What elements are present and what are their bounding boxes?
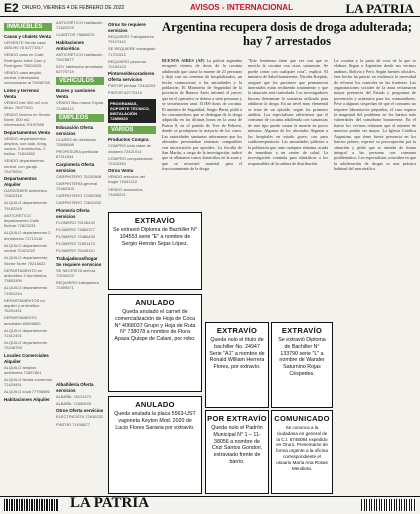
subcategory-otros-venta: Otros Venta [108,168,134,174]
page-header [0,0,420,17]
list-item: VENDO lote 300 m2 con título. 76577520 [4,99,48,110]
article-byline: BUENOS AIRES (AP) [162,58,205,63]
notice-body: Queda nulo el título de bachiller No. 24947 Serie "A1" a nombre de Ronald William Herrera Flores, por extravío. [209,337,265,371]
list-item: URGENTE Vendo casa 4651/90.78 62771517 [4,40,46,51]
subcategory-buses-venta: Buses y camiones Venta [56,88,96,100]
list-item: ALQUILO local 77798495 [4,389,50,395]
notice-body: Queda anulado el carnet de comercialización de Hoja de Coca N° 4068037 Grupo y Hoja de Ruta N° 738078 a nombre de Flora Apaza Quispe de Calani, por robo. [114,309,196,343]
list-item: GARZONIER anticrético 72822318 [4,188,48,199]
list-item: CARPINTERO 72810232 [56,200,102,206]
subcategory-casas-venta: Casas y chalets Venta [4,34,52,39]
list-item: VENDO casa amplia, central. Interesados comunicarse al 70048795 [4,70,50,86]
article-column-1 [162,58,242,316]
list-item: PLOMERO 72480430 [56,234,95,240]
list-item: PROFESORA particular 67211544 [56,149,99,160]
notice-title: POR EXTRAVÍO [207,414,267,423]
subcategory-habitaciones-anticretico: Habitaciones Anticrético [56,39,85,51]
list-item: DEPARTAMENTO amoblado 69506800 [4,315,41,326]
subcategory-albanileria: Albañilería Oferta servicios [56,382,94,393]
list-item: ALQUILO departamento 79182245 [4,200,48,211]
article-text: La policía argentina recuperó cientos de dosis de la cocaína adulterada que causó la muerte de 23 personas y dejó casi un centenar de hospitalizados, un hecho conmocionó a las autoridades y la población. El Ministerio de Seguridad de la provincia de Buenos Aires informó el jueves que en el operativo se detuvo a siete personas y se secuestraron unas 15.000 dosis de cocaína. El ministro de Seguridad, Sergio Berni, pidió a los consumidores que se deshagan de la droga adquirida en las últimas horas en la zona de Puerta 8, en el partido de Tres de Febrero, donde se produjeron la mayoría de los casos. Las autoridades sanitarias informaron que los afectados presentaban síntomas compatibles con intoxicación por opioides. La fiscalía de San Martín, a cargo de la investigación, indicó que se allanaron varios domicilios en la zona y que se secuestró material para el fraccionamiento de la droga. [162,58,242,172]
list-item: SE NECESITA señora 70190222 [56,267,96,278]
list-item: ALQUILO departamento 72412401 [4,327,48,338]
notice-body: Se extravió Diploma de Bachiller N° 104553 serie "E" a nombre de Sergio Hernán Sejas López. [113,227,197,247]
classified-column-2-lower [56,380,104,492]
subcategory-carpinteria: Carpintería Oferta servicios [56,161,95,173]
list-item: COMPRO toda clase de chatarra 72421014 [108,143,151,154]
subcategory-educacion: Educación Oferta servicios [56,124,94,136]
list-item: ALQUILO departamento 71901244 [4,285,48,296]
list-item: ALBAÑIL 72489020 [56,401,92,407]
list-item: ELECTRICISTA 72810232 [56,414,104,420]
list-item: DEPARTAMENTO en anticrético 3 dormitorios 73853399 [4,267,47,284]
list-item: VENDO Bus marca Toyota 72480412 [56,100,104,111]
list-item: SE REQUIERE encargado 71701512 [108,46,156,57]
article-headline: Argentina recupera dosis de droga adulterada; hay 7 arrestados [162,20,412,48]
list-item: VENDO departamento central, con garaje. 75479094 [4,158,45,174]
list-item: ALBAÑIL 76131271 [56,394,92,399]
list-item: PLOMERO 75449110 [56,248,95,254]
newspaper-logo: LA PATRIA [345,1,414,16]
list-item: CLASES de nivelación 72845088 [56,136,97,148]
notice-box-anulado-2 [108,396,202,494]
classified-column-3 [108,20,156,206]
notice-title: COMUNICADO [274,414,330,423]
notice-box-por-extravio [205,410,269,494]
list-item: ALQUILO departamento central 72421022 [4,242,48,254]
barcode-icon [4,499,59,511]
list-item: DOY habitación amoblada 62775719 [56,64,103,75]
category-bar-vehiculos: VEHÍCULOS [56,77,104,85]
list-item: PINTOR pintura 72416203 [108,83,156,89]
subcategory-departamentos-alquiler: Departamentos Alquiler [4,176,37,188]
article-column-3 [334,58,416,490]
list-item: ALQUILO tienda comercial 72425491 [4,376,52,388]
article-text: La cocaína y la pasta de coca de la que se elabora llegan a Argentina desde sus vecinos andinos, Bolivia y Perú. Según fuentes oficiales, este hecho ha puesto en evidencia la necesidad de reforzar los controles en las fronteras. Las organizaciones sociales de la zona reclamaron mayor presencia del Estado y programas de prevención y asistencia para los consumidores. Pese a algunas sospechas de que el consumo no requiere laboratorios pequeños, el caso expuso la magnitud del problema en los barrios más vulnerables del conurbano bonaerense. En el barrio los vecinos relataron que el número de muertos podría ser mayor. La Iglesia Católica Argentina, que tiene fuerte presencia en los barrios pobres, expresó su preocupación por la situación y pidió que se atienda de forma integral a las personas con consumo problemático. Los especialistas coinciden en que la adulteración de drogas es una práctica habitual del narcotráfico. [334,58,416,172]
classified-column-1 [4,20,52,492]
list-item: CARPINTERO 76150508 [56,173,102,179]
list-item: CARPINTERÍA general 72482303 [56,180,98,192]
subcategory-lotes-venta: Lotes y terrenos Venta [4,87,40,99]
list-item: PLOMERO 79126432 [56,219,95,225]
list-item: REQUIERO trabajadora 72499571 [56,280,99,291]
list-item: VENDO departamentos amplios, con sala, living, cocina, 3 dormitorios, 2 baños. 71841882 [4,135,48,157]
list-item: COMPRO computadoras 72423340 [108,155,153,167]
list-item: CUARTOS 75685070 [56,32,95,38]
category-bar-inmuebles: INMUEBLES [4,23,52,31]
subcategory-otros-requiere: Otros Se requiere servicios [108,22,146,33]
list-item: REQUIERO Trabajadores 79127442 [108,34,154,45]
page-number: E2 [4,1,19,15]
list-item: VENDO terreno en Sector Norte, 500 m2. Interesados 70197085 [4,112,51,128]
notice-title: ANULADO [135,298,175,307]
list-item: ANTICRÉTICO departamento Calle Bolívar 72823233 [4,212,39,229]
list-item: DEPARTAMENTOS en alquiler y anticrético 76291451 [4,297,45,314]
list-item: ALQUILO departamento 75248700 [4,340,48,351]
classified-column-2 [56,20,104,291]
subcategory-trabajadoras-hogar: Trabajadoras/hogar Se requiere servicios [56,255,102,267]
notice-body: Queda nulo el Padrón Municipal N° 1 – 11- 38056 a nombre de Crizi Santos Gondori, extraviado frente de barrio. [211,425,263,465]
article-text: "Este fenómeno tiene que ver con que se mezcla la cocaína con otras sustancias. Se puede cortar con cualquier cosa", explicó. El ministro de Salud bonaerense, Nicolás Kreplak, aseguró que los pacientes que permanecen internados están recibiendo tratamiento y que la situación está controlada. Los investigadores buscan determinar la sustancia utilizada para adulterar la droga. En un nivel muy elemental se trata de un opioide, según los primeros análisis. Los especialistas advirtieron que el consumo de cocaína adulterada con sustancias de este tipo puede causar la muerte en pocos minutos. Algunos de los afectados llegaron a los hospitales en estado grave, con paro cardiorrespiratorio. Las autoridades pidieron a la población que, ante cualquier síntoma, acuda de inmediato a un centro de salud. La investigación continúa para identificar a los responsables de la cadena de distribución. [248,58,328,166]
category-bar-empleos: EMPLEOS [56,114,104,122]
notice-box-extravio-3 [271,322,333,408]
list-item: VENDO artículos del hogar 72441212 [108,174,145,185]
subcategory-pintores: Pintores/decoradores Oferta servicios [108,71,155,83]
notice-body: Queda anulada la placa 5563-UST vagoneta Keyton Mod. 2020 de Lucio Flores Saravia por extravío. [114,411,196,431]
barcode-icon [361,499,416,511]
list-item: ALQUILO amplios ambientes 71857801 [4,364,42,375]
notice-title: EXTRAVÍO [134,216,176,225]
list-item: PINTOR 62772410 [108,90,142,96]
article-column-2 [248,58,328,316]
subcategory-otros-oferta: Otros Oferta servicios [56,408,104,414]
subcategory-habitaciones-alquiler: Habitaciones Alquiler [4,396,50,402]
subcategory-locales-alquiler: Locales Comerciales Alquiler [4,352,49,364]
section-title: AVISOS - INTERNACIONAL [190,3,293,12]
notice-body: Se convoca a la ciudadana en general de la C.I. 5748084 expedido en Oruro. Presentarse de forma urgente a la oficina correspondiente el usuario María Ana Rosas Mendieta. [276,425,328,471]
notice-box-extravio-2 [205,322,269,408]
footer-logo: LA PATRIA [70,495,150,511]
notice-title: ANULADO [135,400,175,409]
list-item: ANTICRÉTICO habitación 71822229 [56,20,103,31]
highlighted-ad: PROGRAMAS, SOPORTE TÉCNICO, INSTALACIÓN 72850520 [108,99,156,124]
subcategory-productos-compra: Productos Compra [108,137,149,143]
list-item: ANTICRÉTICO habitación 75478877 [56,51,103,62]
article-headline-box [158,20,416,48]
category-bar-varios: VARIOS [108,126,156,134]
notice-title: EXTRAVÍO [216,326,258,335]
issue-date: ORURO, VIERNES 4 DE FEBRERO DE 2022 [22,5,125,11]
notice-box-comunicado [271,410,333,494]
list-item: CARPINTERO 72452065 [56,193,102,199]
list-item: PLOMERO 72851470 [56,241,95,247]
list-item: REQUIERO personal 70164123 [108,58,146,70]
list-item: ALQUILO departamento, Sector Norte 70214622 [4,255,49,266]
subcategory-plomeria: Plomería Oferta servicios [56,207,90,219]
list-item: ALQUILO departamento 2 dormitorios 71713116 [4,230,51,241]
notice-body: Se extravió Diploma de Bachiller N° 133790 serie "L" a nombre de Wander Saturnino Rojas Céspedes. [278,337,326,377]
page-footer [0,496,420,514]
notice-title: EXTRAVÍO [281,326,323,335]
list-item: VENDO casa en Calle Rodríguez entre Caro y Rodríguez 75004025 [4,52,46,68]
list-item: PINTOR 71918877 [56,421,90,427]
subcategory-departamentos-venta: Departamentos Venta [4,129,51,135]
list-item: VENDO accesorios 73440221 [108,186,143,197]
list-item: PLOMERO 73884377 [56,226,95,232]
